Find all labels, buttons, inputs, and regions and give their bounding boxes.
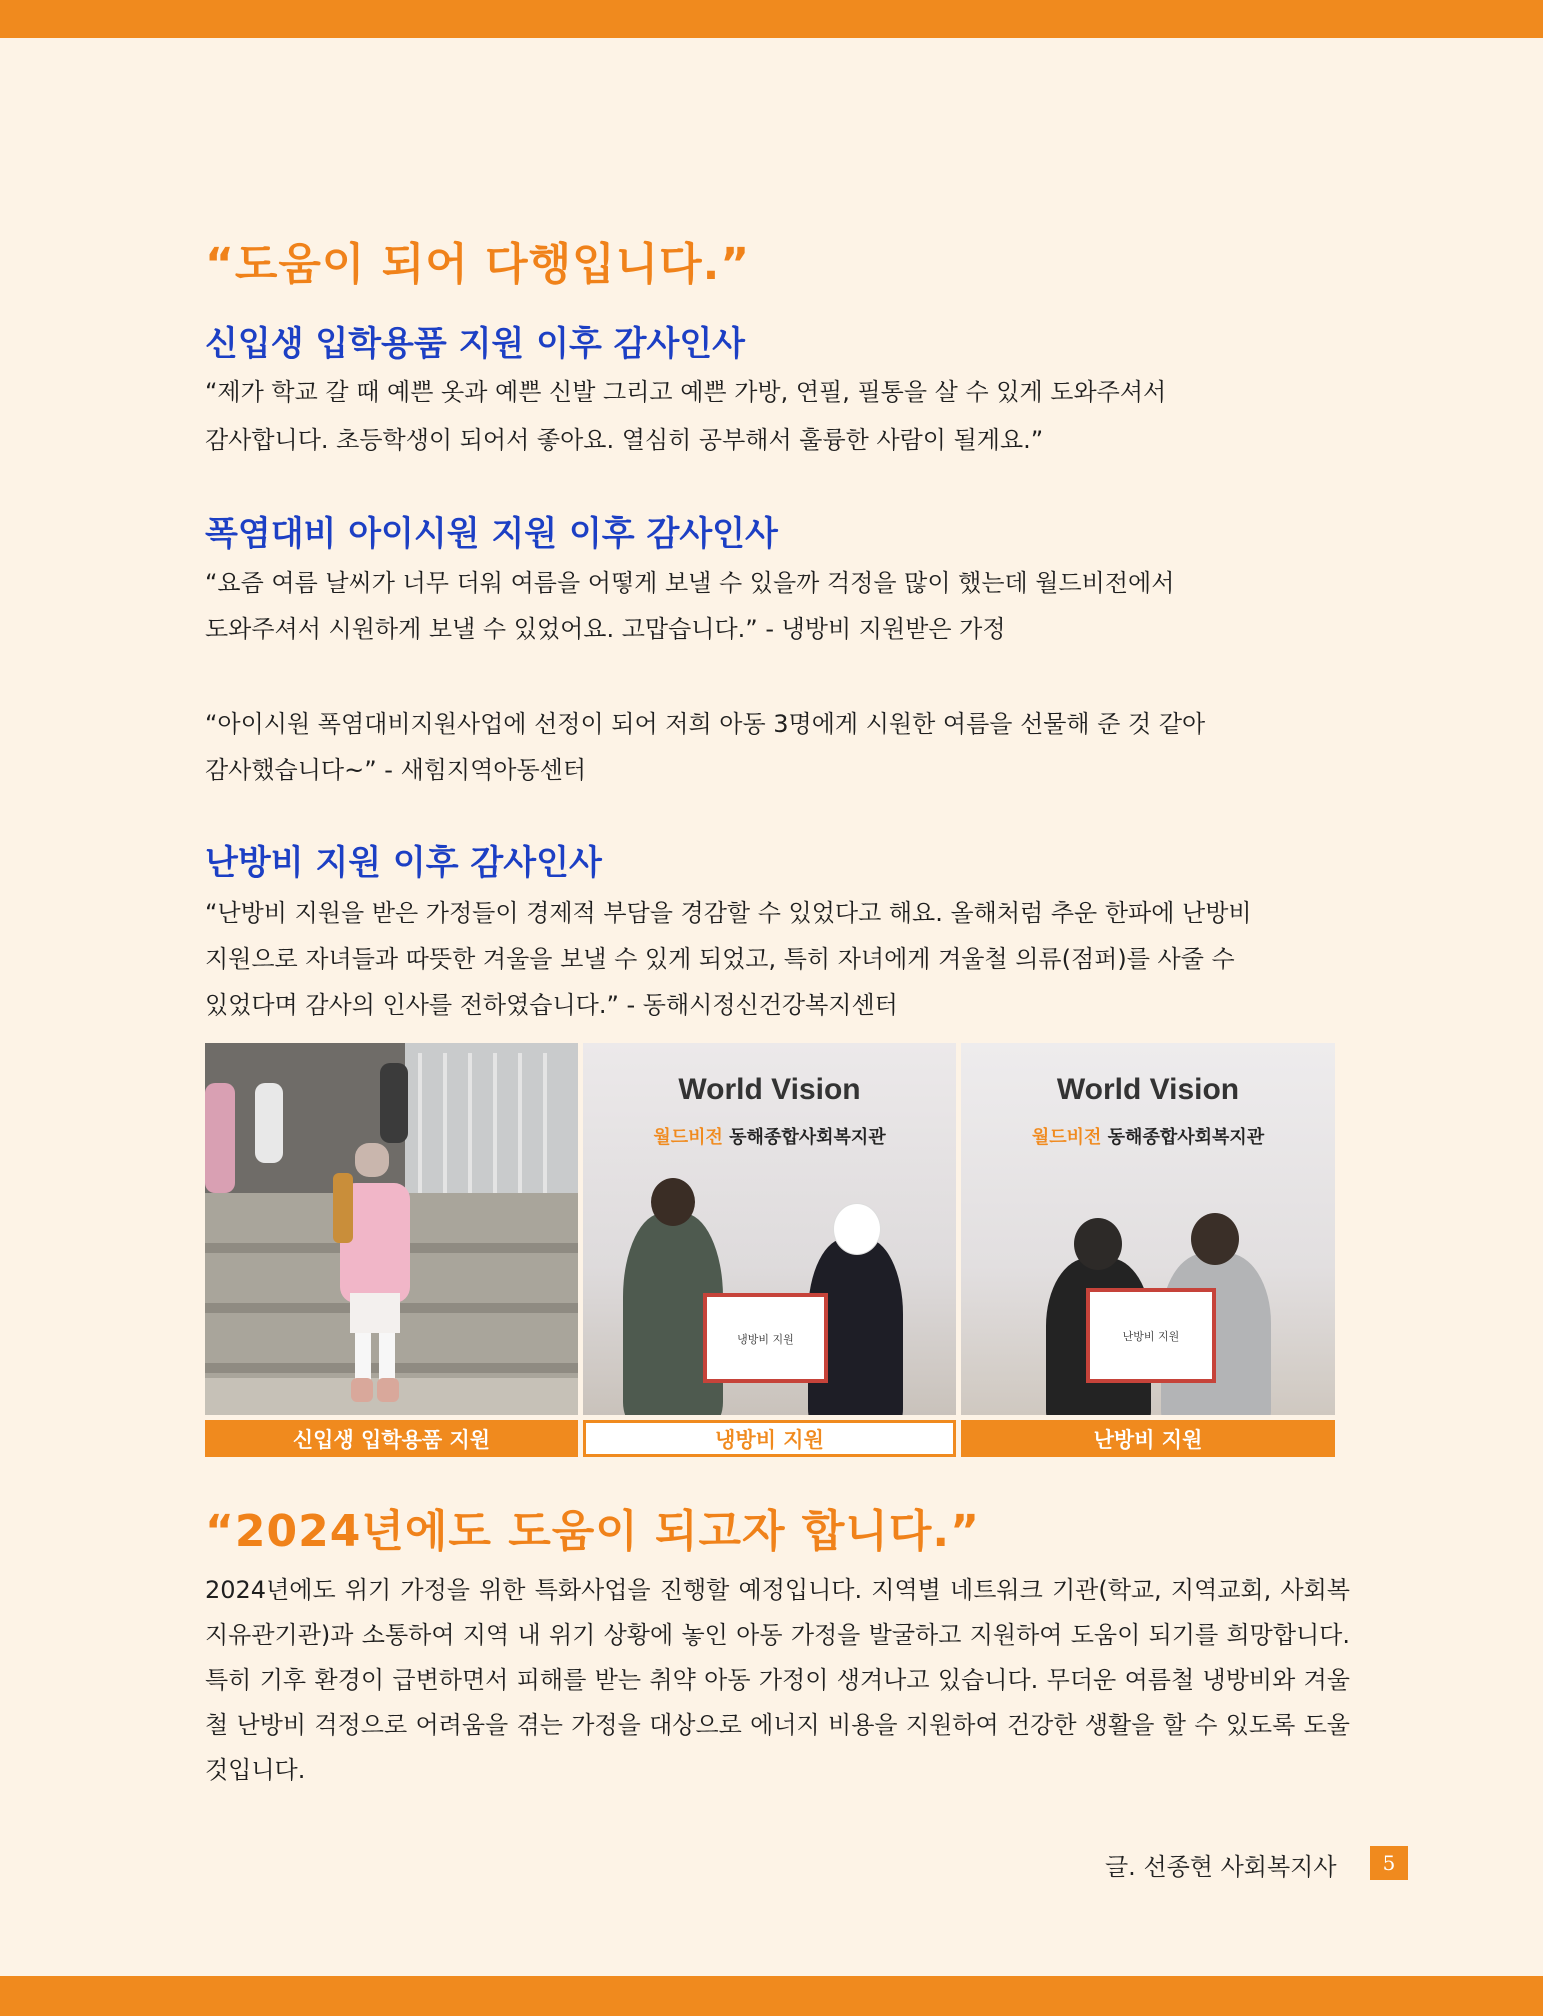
caption-cooling: 냉방비 지원 [583, 1420, 956, 1457]
center-name-sign: 월드비전 동해종합사회복지관 [1031, 1127, 1265, 1148]
cooling-quote1-line-1: “요즘 여름 날씨가 너무 더워 여름을 어떻게 보낼 수 있을까 걱정을 많이 했는데 월드비전에서 [205, 569, 1175, 597]
photo-freshman-illustration [205, 1043, 578, 1415]
cooling-thanks-title: 폭염대비 아이시원 지원 이후 감사인사 [205, 514, 778, 554]
caption-freshman: 신입생 입학용품 지원 [205, 1420, 578, 1457]
heating-support-sign: 난방비 지원 [1086, 1288, 1216, 1383]
heating-quote-line-1: “난방비 지원을 받은 가정들이 경제적 부담을 경감할 수 있었다고 해요. 올해처럼 추운 한파에 난방비 [205, 899, 1252, 927]
cooling-quote2-line-1: “아이시원 폭염대비지원사업에 선정이 되어 저희 아동 3명에게 시원한 여름을 선물해 준 것 같아 [205, 710, 1206, 738]
blur-face-circle [833, 1203, 881, 1255]
person-left-head [651, 1178, 695, 1226]
cooling-quote2-line-2: 감사했습니다~” - 새힘지역아동센터 [205, 756, 587, 784]
section-heading-thanks: “도움이 되어 다행입니다.” [205, 239, 751, 290]
photo-heating-support [961, 1043, 1335, 1415]
heating-thanks-title: 난방비 지원 이후 감사인사 [205, 843, 602, 883]
section-heading-plan: “2024년에도 도움이 되고자 합니다.” [205, 1506, 981, 1557]
person-left-head [1074, 1218, 1122, 1270]
plan-paragraph: 2024년에도 위기 가정을 위한 특화사업을 진행할 예정입니다. 지역별 네트워크 기관(학교, 지역교회, 사회복지유관기관)과 소통하여 지역 내 위기 상황에 놓인 아동 가정을 발굴하고 지원하여 도움이 되기를 희망합니다. 특히 기후 환경이 급변하면서 피해를 받는 취약 아동 가정이 생겨나고 있습니다. 무더운 여름철 냉방비와 겨울철 난방비 걱정으로 어려움을 겪는 가정을 대상으로 에너지 비용을 지원하여 건강한 생활을 할 수 있도록 도울 것입니다. [205, 1576, 1350, 1784]
freshman-thanks-title: 신입생 입학용품 지원 이후 감사인사 [205, 324, 746, 364]
caption-heating: 난방비 지원 [961, 1420, 1335, 1457]
top-accent-bar [0, 0, 1543, 38]
heating-quote-line-3: 있었다며 감사의 인사를 전하였습니다.” - 동해시정신건강복지센터 [205, 991, 898, 1019]
person-right-head [1191, 1213, 1239, 1265]
author-credit: 글. 선종현 사회복지사 [1105, 1853, 1337, 1881]
cooling-quote1-line-2: 도와주셔서 시원하게 보낼 수 있었어요. 고맙습니다.” - 냉방비 지원받은 가정 [205, 615, 1006, 643]
world-vision-logo: World Vision [678, 1073, 861, 1106]
bottom-accent-bar [0, 1976, 1543, 2016]
world-vision-logo: World Vision [1056, 1073, 1240, 1106]
freshman-quote-line-2: 감사합니다. 초등학생이 되어서 좋아요. 열심히 공부해서 훌륭한 사람이 될게요.” [205, 426, 1044, 454]
photo-cooling-support [583, 1043, 956, 1415]
page-number: 5 [1370, 1846, 1408, 1880]
photo-freshman-child [205, 1043, 578, 1415]
freshman-quote-line-1: “제가 학교 갈 때 예쁜 옷과 예쁜 신발 그리고 예쁜 가방, 연필, 필통을 살 수 있게 도와주셔서 [205, 378, 1167, 406]
photo-strip [205, 1043, 1335, 1457]
cooling-support-sign: 냉방비 지원 [703, 1293, 828, 1383]
heating-quote-line-2: 지원으로 자녀들과 따뜻한 겨울을 보낼 수 있게 되었고, 특히 자녀에게 겨울철 의류(점퍼)를 사줄 수 [205, 945, 1235, 973]
center-name-sign: 월드비전 동해종합사회복지관 [653, 1127, 886, 1148]
